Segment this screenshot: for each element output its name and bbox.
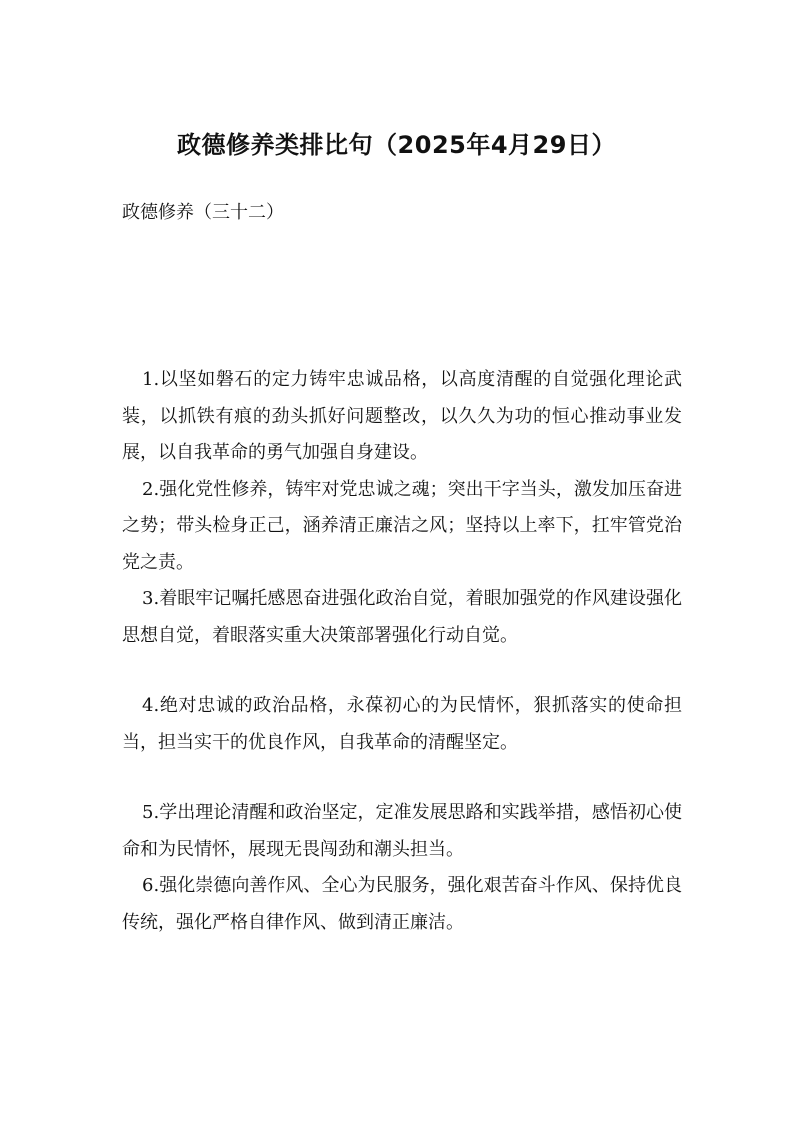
paragraph-4: 4.绝对忠诚的政治品格，永葆初心的为民情怀，狠抓落实的使命担当，担当实干的优良作风，自我革命的清醒坚定。	[122, 695, 682, 753]
document-title: 政德修养类排比句（2025年4月29日）	[177, 131, 616, 159]
paragraph-spacer	[122, 654, 682, 688]
paragraph-3: 3.着眼牢记嘱托感恩奋进强化政治自觉，着眼加强党的作风建设强化思想自觉，着眼落实重大决策部署强化行动自觉。	[122, 588, 682, 646]
paragraph-6: 6.强化崇德向善作风、全心为民服务，强化艰苦奋斗作风、保持优良传统，强化严格自律作风、做到清正廉洁。	[122, 875, 682, 933]
document-subtitle: 政德修养（三十二）	[122, 202, 284, 223]
paragraph-5: 5.学出理论清醒和政治坚定，定准发展思路和实践举措，感悟初心使命和为民情怀，展现无畏闯劲和潮头担当。	[122, 802, 682, 860]
paragraph-1: 1.以坚如磐石的定力铸牢忠诚品格，以高度清醒的自觉强化理论武装，以抓铁有痕的劲头抓好问题整改，以久久为功的恒心推动事业发展，以自我革命的勇气加强自身建设。	[122, 369, 682, 463]
paragraph-2: 2.强化党性修养，铸牢对党忠诚之魂；突出干字当头，激发加压奋进之势；带头检身正己，涵养清正廉洁之风；坚持以上率下，扛牢管党治党之责。	[122, 478, 682, 573]
paragraph-spacer	[122, 761, 682, 795]
document-body	[122, 362, 682, 941]
